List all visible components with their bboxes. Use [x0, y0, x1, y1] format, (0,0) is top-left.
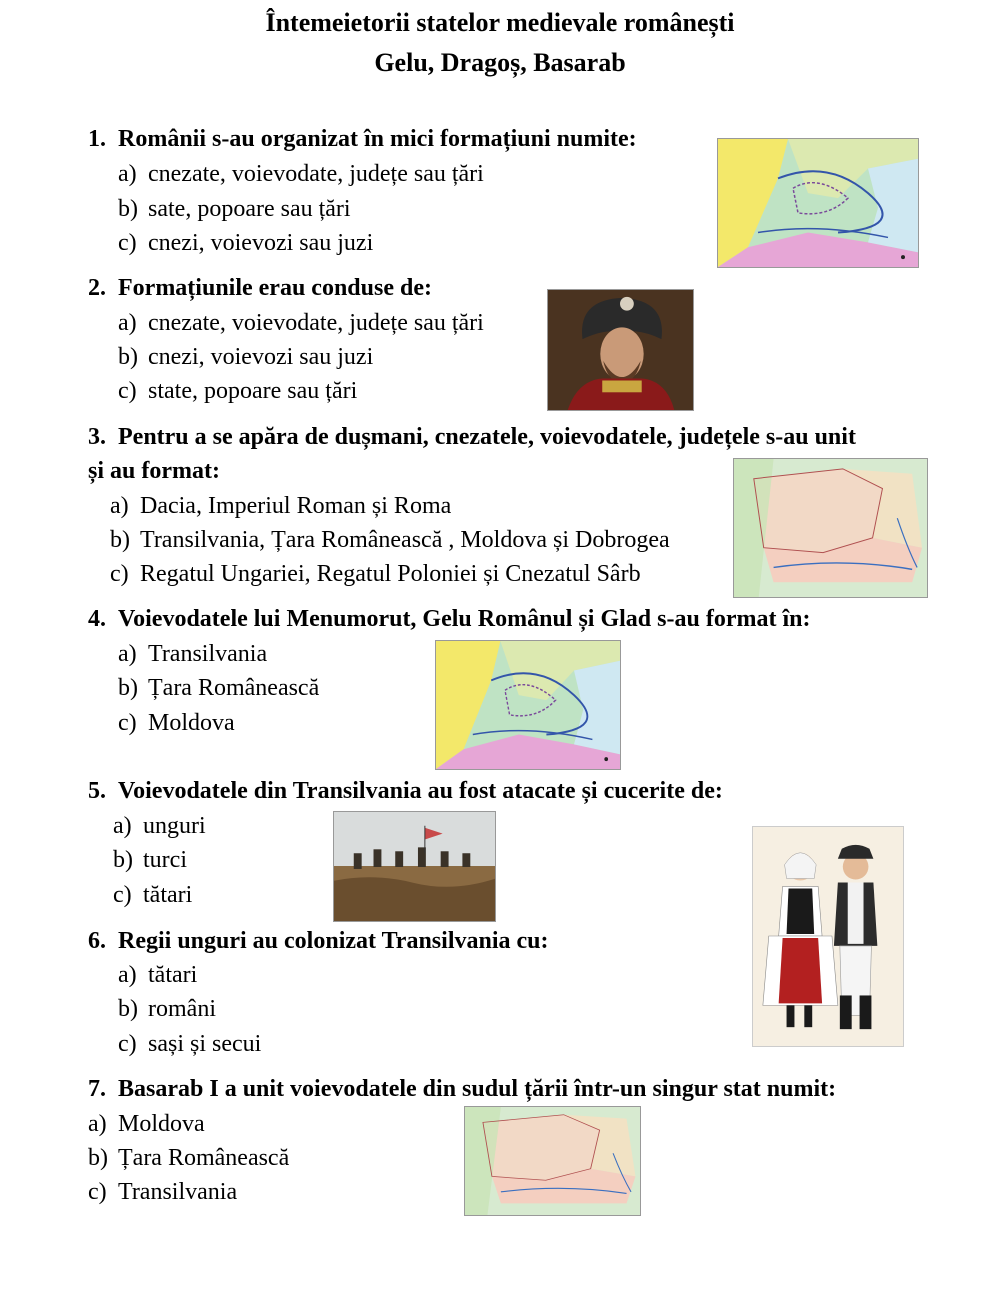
option-text: cnezi, voievozi sau juzi	[148, 230, 374, 256]
map-image-q7	[464, 1106, 641, 1216]
q6-option-b[interactable]	[118, 994, 216, 1024]
option-letter: b)	[118, 996, 138, 1022]
question-text: Basarab I a unit voievodatele din sudul țării într-un singur stat numit:	[118, 1076, 837, 1102]
q5-option-b[interactable]	[113, 845, 187, 875]
q7-option-b[interactable]	[88, 1143, 289, 1173]
option-letter: c)	[118, 230, 137, 256]
q7-option-c[interactable]	[88, 1177, 237, 1207]
q1-option-a[interactable]	[118, 159, 484, 189]
question-1	[88, 124, 637, 154]
folk-costume-image-q6	[752, 826, 904, 1047]
question-5	[88, 776, 723, 806]
option-letter: c)	[118, 1031, 137, 1057]
map-image-q1	[717, 138, 919, 268]
q3-option-a[interactable]	[110, 491, 451, 521]
q3-option-b[interactable]	[110, 525, 670, 555]
option-text: sași și secui	[148, 1031, 262, 1057]
option-letter: b)	[113, 847, 133, 873]
q2-option-b[interactable]	[118, 342, 373, 372]
question-2	[88, 273, 432, 303]
option-text: cnezi, voievozi sau juzi	[148, 344, 374, 370]
option-text: cnezate, voievodate, județe sau țări	[148, 161, 484, 187]
option-letter: b)	[88, 1145, 108, 1171]
option-letter: b)	[118, 344, 138, 370]
option-letter: b)	[118, 196, 138, 222]
option-letter: a)	[88, 1111, 107, 1137]
option-text: Dacia, Imperiul Roman și Roma	[140, 493, 452, 519]
option-text: Transilvania	[118, 1179, 238, 1205]
option-text: Moldova	[148, 710, 235, 736]
q1-option-b[interactable]	[118, 194, 351, 224]
q7-option-a[interactable]	[88, 1109, 205, 1139]
option-text: tătari	[143, 882, 193, 908]
option-letter: a)	[118, 962, 137, 988]
question-text: Românii s-au organizat în mici formațiuni numite:	[118, 126, 637, 152]
option-text: tătari	[148, 962, 198, 988]
q6-option-a[interactable]	[118, 960, 197, 990]
question-text: Regii unguri au colonizat Transilvania cu:	[118, 928, 549, 954]
question-number: 6.	[88, 928, 106, 954]
q3-option-c[interactable]	[110, 559, 641, 589]
option-letter: c)	[118, 378, 137, 404]
question-text: Voievodatele din Transilvania au fost atacate și cucerite de:	[118, 778, 723, 804]
option-letter: c)	[118, 710, 137, 736]
q6-option-c[interactable]	[118, 1029, 261, 1059]
question-6	[88, 926, 549, 956]
option-letter: b)	[110, 527, 130, 553]
option-text: unguri	[143, 813, 206, 839]
option-letter: a)	[110, 493, 129, 519]
option-letter: c)	[110, 561, 129, 587]
battle-painting-q5	[333, 811, 496, 922]
question-3	[88, 422, 856, 452]
question-7	[88, 1074, 836, 1104]
option-letter: b)	[118, 675, 138, 701]
question-number: 7.	[88, 1076, 106, 1102]
question-number: 2.	[88, 275, 106, 301]
option-text: Transilvania	[148, 641, 268, 667]
q4-option-a[interactable]	[118, 639, 267, 669]
question-text: Pentru a se apăra de dușmani, cnezatele, voievodatele, județele s-au unit	[118, 424, 856, 450]
option-letter: c)	[113, 882, 132, 908]
q5-option-c[interactable]	[113, 880, 192, 910]
q2-option-a[interactable]	[118, 308, 484, 338]
question-3-continuation: și au format:	[88, 458, 220, 484]
map-image-q3	[733, 458, 928, 598]
question-text: Voievodatele lui Menumorut, Gelu Românul și Glad s-au format în:	[118, 606, 811, 632]
option-letter: a)	[118, 161, 137, 187]
question-number: 5.	[88, 778, 106, 804]
option-text: Regatul Ungariei, Regatul Poloniei și Cnezatul Sârb	[140, 561, 641, 587]
q2-option-c[interactable]	[118, 376, 357, 406]
question-text: Formațiunile erau conduse de:	[118, 275, 432, 301]
option-letter: a)	[118, 641, 137, 667]
question-4	[88, 604, 810, 634]
page-title-line-1: Întemeietorii statelor medievale românești	[265, 8, 735, 37]
option-text: cnezate, voievodate, județe sau țări	[148, 310, 484, 336]
question-number: 1.	[88, 126, 106, 152]
option-text: români	[148, 996, 216, 1022]
option-letter: a)	[113, 813, 132, 839]
option-text: sate, popoare sau țări	[148, 196, 351, 222]
option-text: turci	[143, 847, 187, 873]
q5-option-a[interactable]	[113, 811, 206, 841]
option-text: Transilvania, Țara Românească , Moldova și Dobrogea	[140, 527, 670, 553]
q1-option-c[interactable]	[118, 228, 373, 258]
option-text: Țara Românească	[148, 675, 320, 701]
option-letter: a)	[118, 310, 137, 336]
option-text: Moldova	[118, 1111, 205, 1137]
option-text: state, popoare sau țări	[148, 378, 358, 404]
page-title-line-2: Gelu, Dragoș, Basarab	[374, 48, 626, 77]
q4-option-b[interactable]	[118, 673, 319, 703]
portrait-image-q2	[547, 289, 694, 411]
question-number: 4.	[88, 606, 106, 632]
map-image-q4	[435, 640, 621, 770]
q4-option-c[interactable]	[118, 708, 235, 738]
option-letter: c)	[88, 1179, 107, 1205]
question-number: 3.	[88, 424, 106, 450]
option-text: Țara Românească	[118, 1145, 290, 1171]
